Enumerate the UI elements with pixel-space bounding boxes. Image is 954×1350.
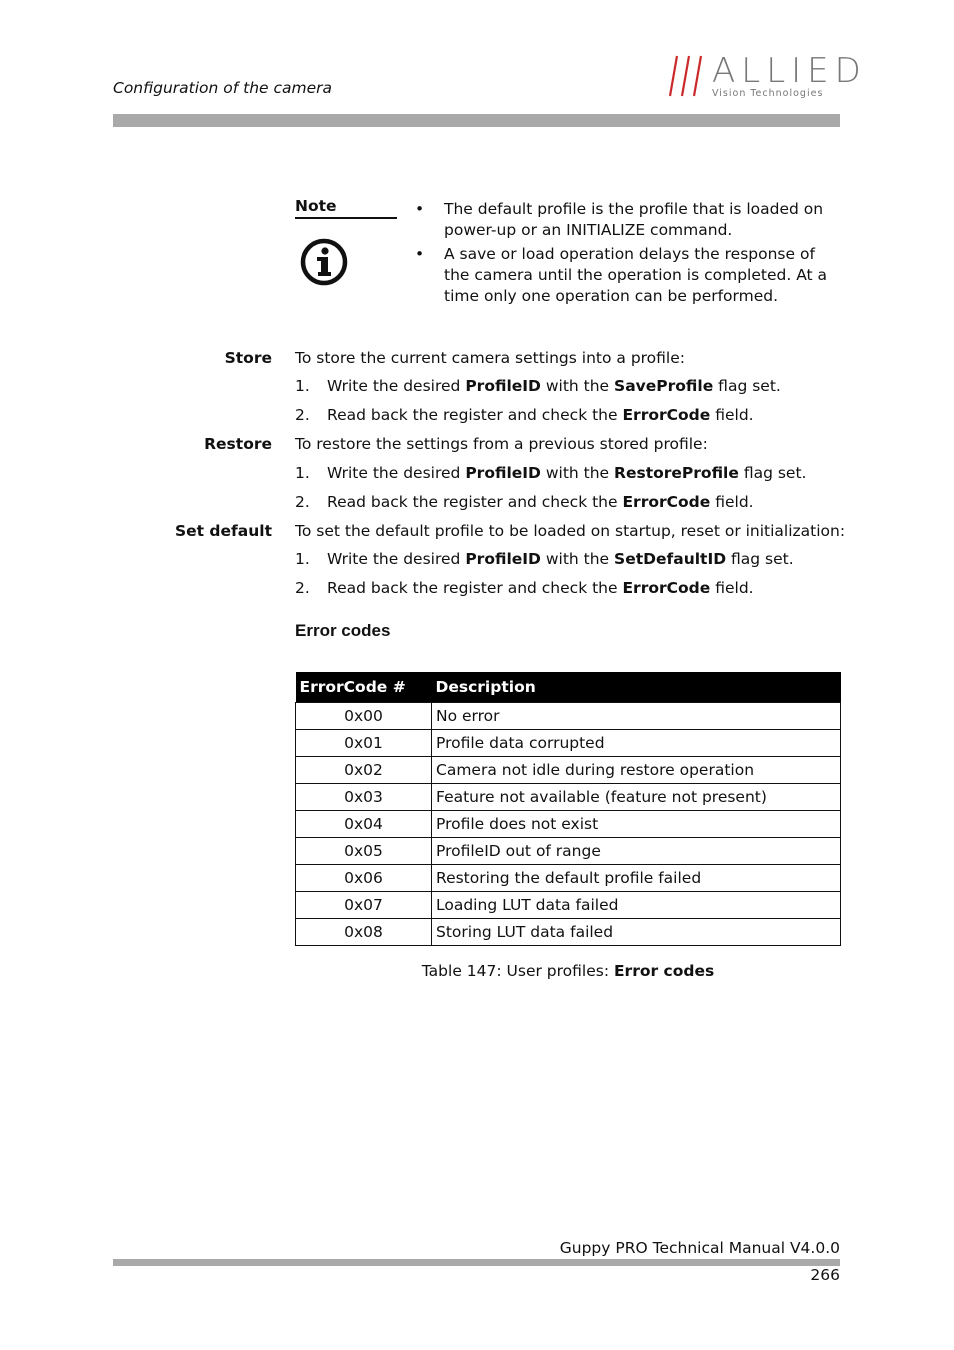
set-default-intro: To set the default profile to be loaded on startup, reset or initialization: — [295, 522, 846, 540]
table-row — [296, 757, 841, 784]
table-row — [296, 919, 841, 946]
note-bullets — [415, 199, 845, 310]
error-code-cell: 0x05 — [296, 838, 432, 865]
table-row — [296, 892, 841, 919]
error-description-cell: Loading LUT data failed — [432, 892, 841, 919]
footer-rule — [113, 1259, 840, 1266]
list-item — [415, 199, 845, 241]
note-label: Note — [295, 197, 397, 219]
allied-logo — [668, 51, 867, 102]
note-bullet-text: The default profile is the profile that is loaded on power-up or an INITIALIZE command. — [444, 200, 824, 239]
error-code-cell: 0x01 — [296, 730, 432, 757]
restore-step-1: 1. Write the desired ProfileID with the RestoreProfile flag set. — [295, 464, 807, 482]
set-default-step-1: 1. Write the desired ProfileID with the SetDefaultID flag set. — [295, 550, 794, 568]
table-caption: Table 147: User profiles: Error codes — [421, 962, 715, 980]
restore-step-2: 2. Read back the register and check the ErrorCode field. — [295, 493, 754, 511]
store-step-1: 1. Write the desired ProfileID with the SaveProfile flag set. — [295, 377, 781, 395]
list-item — [415, 244, 845, 307]
table-row — [296, 784, 841, 811]
error-description-cell: No error — [432, 703, 841, 730]
table-row — [296, 865, 841, 892]
error-description-cell: Storing LUT data failed — [432, 919, 841, 946]
error-code-cell: 0x03 — [296, 784, 432, 811]
error-description-cell: Profile does not exist — [432, 811, 841, 838]
table-header-row — [296, 672, 841, 703]
error-code-cell: 0x04 — [296, 811, 432, 838]
table-row — [296, 730, 841, 757]
error-code-cell: 0x06 — [296, 865, 432, 892]
table-row — [296, 838, 841, 865]
restore-intro: To restore the settings from a previous stored profile: — [295, 435, 708, 453]
store-intro: To store the current camera settings into a profile: — [295, 349, 685, 367]
bullet-icon: • — [415, 245, 425, 263]
table-row — [296, 811, 841, 838]
note-bullet-text: A save or load operation delays the response of the camera until the operation is completed. At a time only one operation can be performed. — [444, 245, 828, 305]
set-default-step-2: 2. Read back the register and check the ErrorCode field. — [295, 579, 754, 597]
bullet-icon: • — [415, 200, 425, 218]
error-description-cell: Profile data corrupted — [432, 730, 841, 757]
header-rule — [113, 114, 840, 127]
error-code-cell: 0x07 — [296, 892, 432, 919]
column-header-description: Description — [432, 672, 841, 703]
error-code-cell: 0x02 — [296, 757, 432, 784]
error-description-cell: Feature not available (feature not present) — [432, 784, 841, 811]
error-description-cell: Restoring the default profile failed — [432, 865, 841, 892]
info-icon — [300, 238, 348, 286]
error-description-cell: ProfileID out of range — [432, 838, 841, 865]
logo-slashes-icon — [668, 52, 712, 100]
error-codes-table — [295, 672, 841, 946]
error-codes-heading: Error codes — [295, 621, 391, 640]
store-step-2: 2. Read back the register and check the ErrorCode field. — [295, 406, 754, 424]
error-code-cell: 0x00 — [296, 703, 432, 730]
logo-subtext: Vision Technologies — [712, 88, 824, 99]
error-code-cell: 0x08 — [296, 919, 432, 946]
column-header-code: ErrorCode # — [296, 672, 432, 703]
set-default-label: Set default — [174, 522, 272, 540]
table-row — [296, 703, 841, 730]
restore-label: Restore — [204, 435, 272, 453]
header-section-title: Configuration of the camera — [113, 79, 333, 97]
logo-wordmark: ALLIED — [712, 51, 867, 91]
store-label: Store — [224, 349, 272, 367]
page-number: 266 — [810, 1266, 840, 1284]
footer-manual-title: Guppy PRO Technical Manual V4.0.0 — [559, 1239, 840, 1257]
error-description-cell: Camera not idle during restore operation — [432, 757, 841, 784]
